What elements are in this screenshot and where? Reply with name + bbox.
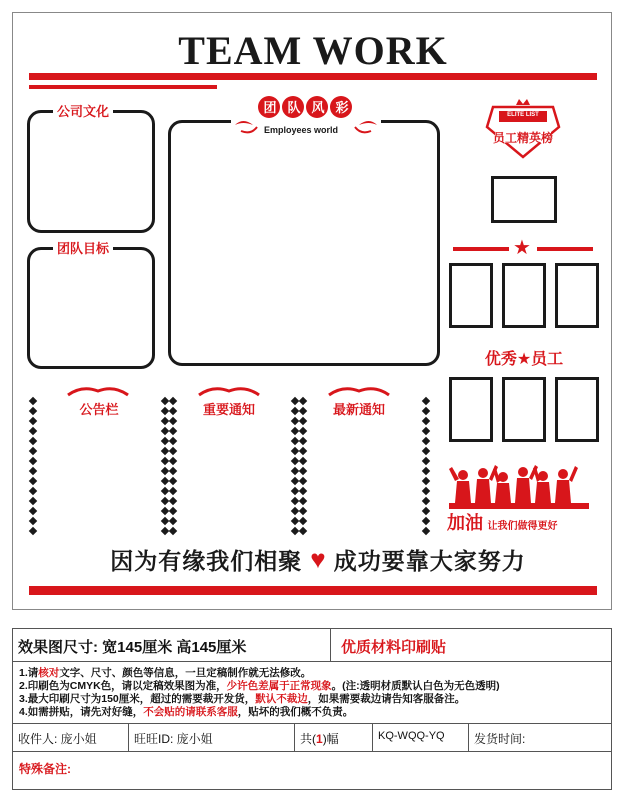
diamond-dot — [169, 427, 177, 435]
diamond-dot — [422, 437, 430, 445]
elite-photo-main — [491, 176, 557, 223]
diamond-dot — [169, 417, 177, 425]
diamond-dot — [299, 527, 307, 535]
staff-photo-2 — [502, 263, 546, 328]
count-value: 1 — [316, 732, 323, 746]
cheering-crowd-icon — [449, 463, 589, 509]
wangwang-cell: 旺旺ID: 庞小姐 — [129, 724, 295, 751]
slogan-left: 因为有缘我们相聚 — [110, 548, 303, 574]
column-head-1: 公告栏 — [79, 402, 119, 417]
diamond-dot — [169, 517, 177, 525]
elite-title: 员工精英榜 — [492, 131, 553, 145]
diamond-dot — [169, 457, 177, 465]
diamond-dot — [422, 517, 430, 525]
diamond-dot — [169, 487, 177, 495]
design-preview — [12, 12, 612, 610]
diamond-dot — [422, 527, 430, 535]
diamond-dot — [169, 527, 177, 535]
slogan — [53, 543, 583, 576]
diamond-dot — [299, 437, 307, 445]
dot-border-3 — [169, 398, 177, 538]
diamond-dot — [422, 477, 430, 485]
recipient-cell: 收件人: 庞小姐 — [13, 724, 129, 751]
note-4: 4.如需拼贴，请先对好缝，不会贴的请联系客服，贴坏的我们概不负责。 — [19, 706, 354, 718]
bottom-red-bar — [29, 586, 597, 595]
diamond-dot — [29, 417, 37, 425]
diamond-dot — [169, 407, 177, 415]
diamond-dot — [422, 507, 430, 515]
diamond-dot — [422, 447, 430, 455]
diamond-dot — [422, 457, 430, 465]
size-value: 宽145厘米 高145厘米 — [102, 639, 247, 656]
column-head-3: 最新通知 — [332, 402, 385, 417]
heart-icon: ♥ — [310, 544, 326, 574]
star-divider-right — [537, 247, 593, 251]
diamond-dot — [299, 477, 307, 485]
diamond-dot — [299, 427, 307, 435]
diamond-dot — [422, 397, 430, 405]
diamond-dot — [169, 447, 177, 455]
dot-border-2 — [161, 398, 169, 538]
diamond-dot — [29, 487, 37, 495]
column-ornament-3 — [327, 385, 391, 399]
ship-time-cell: 发货时间: — [474, 732, 526, 746]
team-style-header — [231, 91, 381, 143]
staff-photo-3 — [555, 263, 599, 328]
culture-label: 公司文化 — [53, 101, 113, 120]
top-red-bar — [29, 73, 597, 80]
cheer-text: 加油 — [447, 513, 483, 533]
team-style-frame — [168, 120, 440, 366]
dot-border-1 — [29, 398, 37, 538]
diamond-dot — [422, 487, 430, 495]
diamond-dot — [29, 467, 37, 475]
diamond-dot — [169, 467, 177, 475]
diamond-dot — [29, 507, 37, 515]
diamond-dot — [29, 457, 37, 465]
diamond-dot — [29, 427, 37, 435]
elite-badge — [485, 97, 561, 159]
diamond-dot — [29, 517, 37, 525]
quality-cell: 优质材料印刷贴 — [341, 639, 447, 656]
star-icon: ★ — [513, 237, 531, 259]
diamond-dot — [422, 407, 430, 415]
notes-row — [13, 662, 611, 724]
size-cell — [13, 629, 331, 661]
diamond-dot — [299, 397, 307, 405]
column-ornament-2 — [197, 385, 261, 399]
diamond-dot — [169, 477, 177, 485]
goals-label: 团队目标 — [53, 238, 113, 257]
diamond-dot — [169, 507, 177, 515]
diamond-dot — [29, 407, 37, 415]
diamond-dot — [29, 437, 37, 445]
staff-photo-4 — [449, 377, 493, 442]
team-style-label: 团 队 风 彩 — [263, 100, 349, 115]
recipient-row — [13, 724, 611, 752]
elite-banner-text: ELITE LIST — [507, 112, 539, 118]
dot-border-5 — [299, 398, 307, 538]
note-1: 1.请核对文字、尺寸、颜色等信息，一旦定稿制作就无法修改。 — [19, 667, 312, 679]
special-note-label: 特殊备注: — [19, 762, 71, 776]
diamond-dot — [29, 497, 37, 505]
diamond-dot — [29, 447, 37, 455]
diamond-dot — [422, 427, 430, 435]
dot-border-6 — [422, 398, 430, 538]
count-prefix: 共( — [300, 732, 316, 746]
diamond-dot — [29, 397, 37, 405]
size-row — [13, 629, 611, 662]
excellent-staff-label: 优秀★员工 — [484, 351, 564, 368]
goals-frame — [27, 247, 155, 369]
slogan-right: 成功要靠大家努力 — [333, 548, 526, 574]
diamond-dot — [169, 397, 177, 405]
diamond-dot — [169, 437, 177, 445]
diamond-dot — [29, 477, 37, 485]
diamond-dot — [422, 497, 430, 505]
order-info-table — [12, 628, 612, 790]
star-divider-left — [453, 247, 509, 251]
note-3: 3.最大印刷尺寸为150厘米，超过的需要裁开发货，默认不裁边，如果需要裁边请告知客服备注。 — [19, 693, 466, 705]
team-style-sub: Employees world — [264, 125, 339, 135]
diamond-dot — [299, 407, 307, 415]
diamond-dot — [422, 417, 430, 425]
cheer-label — [447, 509, 557, 535]
page-title: TEAM WORK — [178, 28, 448, 73]
staff-photo-5 — [502, 377, 546, 442]
diamond-dot — [299, 487, 307, 495]
diamond-dot — [422, 467, 430, 475]
count-cell — [295, 724, 373, 751]
culture-frame — [27, 110, 155, 233]
diamond-dot — [299, 497, 307, 505]
diamond-dot — [169, 497, 177, 505]
column-head-2: 重要通知 — [202, 402, 255, 417]
dot-border-4 — [291, 398, 299, 538]
diamond-dot — [299, 467, 307, 475]
special-note-row — [13, 752, 611, 790]
staff-photo-6 — [555, 377, 599, 442]
diamond-dot — [299, 457, 307, 465]
diamond-dot — [299, 417, 307, 425]
column-ornament-1 — [66, 385, 130, 399]
note-2: 2.印刷色为CMYK色，请以定稿效果图为准，少许色差属于正常现象。(注:透明材质默认白色为无色透明) — [19, 680, 500, 692]
diamond-dot — [299, 507, 307, 515]
size-label: 效果图尺寸: — [18, 639, 98, 656]
top-red-bar-thin — [29, 85, 217, 89]
diamond-dot — [29, 527, 37, 535]
staff-photo-1 — [449, 263, 493, 328]
count-suffix: )幅 — [322, 732, 339, 746]
cheer-subtext: 让我们做得更好 — [487, 521, 558, 532]
diamond-dot — [299, 447, 307, 455]
code-cell: KQ-WQQ-YQ — [373, 724, 469, 751]
diamond-dot — [299, 517, 307, 525]
